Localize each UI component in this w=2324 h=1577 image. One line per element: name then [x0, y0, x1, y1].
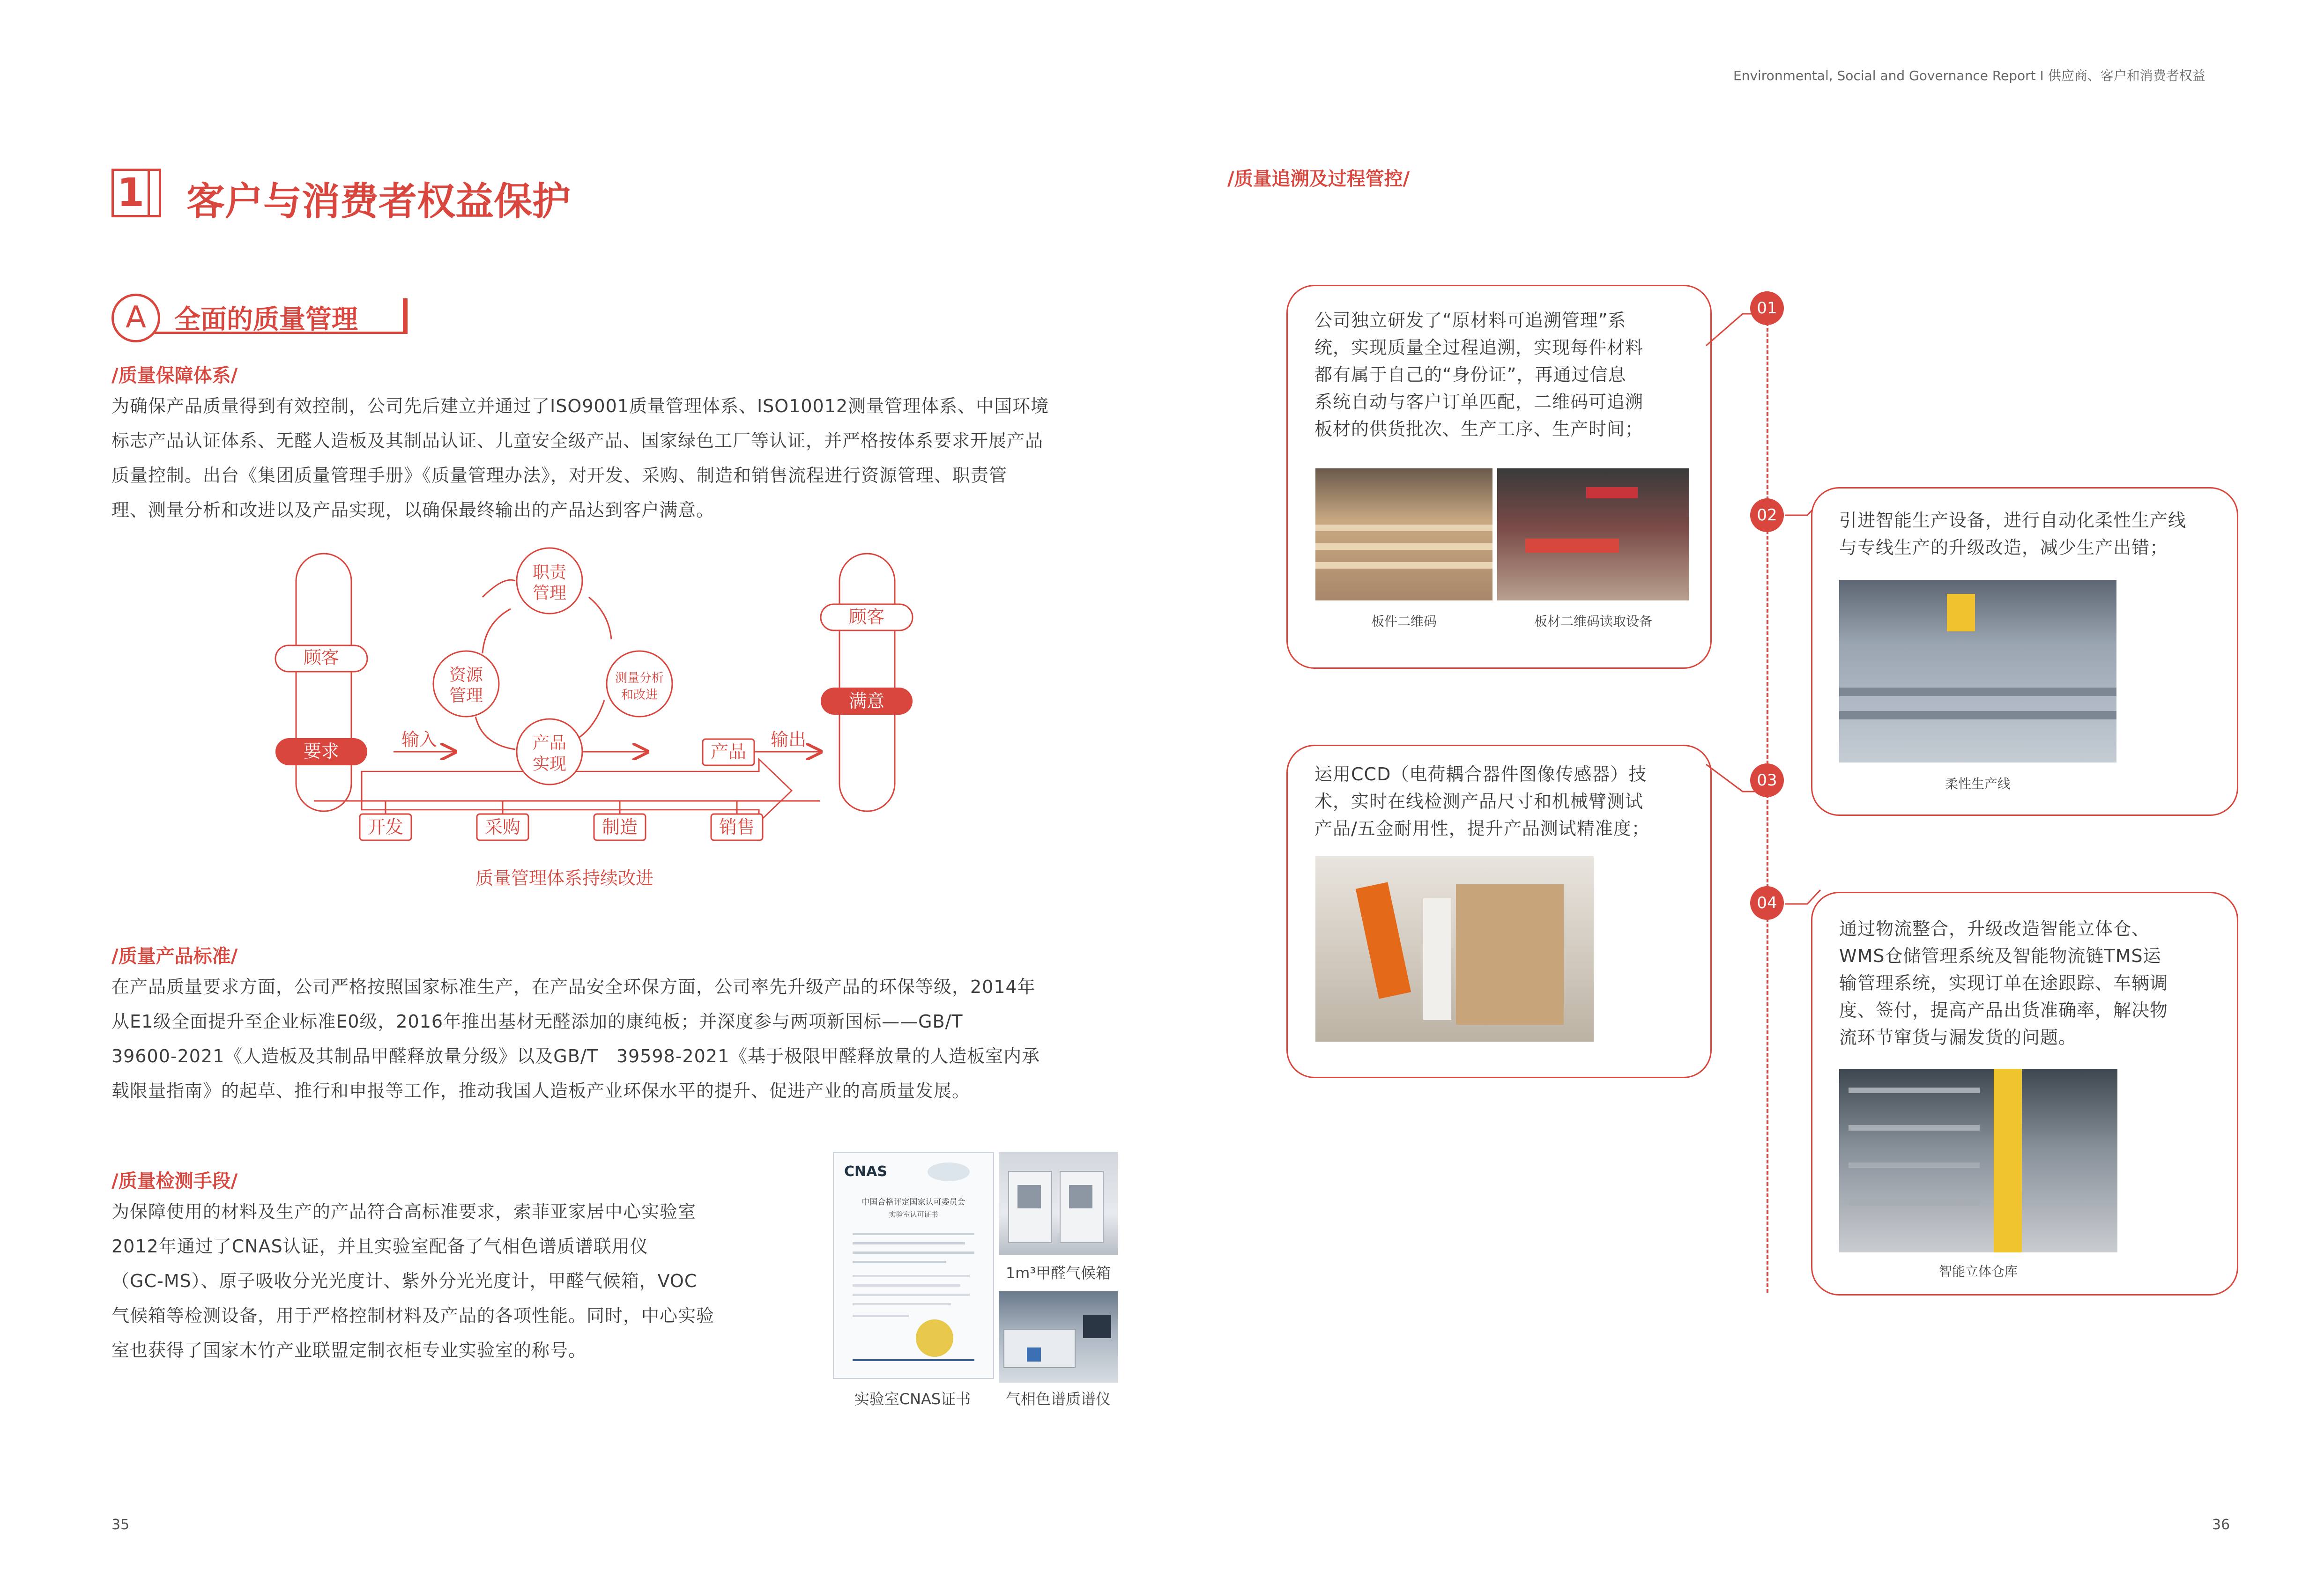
subsection-bracket: [403, 298, 408, 334]
qr-reader-image: [1497, 468, 1689, 600]
resource-line-1: 资源: [449, 666, 483, 685]
trace-text-02: [1839, 507, 2233, 561]
climate-chamber-image: [999, 1152, 1118, 1255]
chamber-window-icon: [1069, 1185, 1092, 1208]
text-line: 系统自动与客户订单匹配，二维码可追溯: [1314, 392, 1644, 412]
rack-shelf-icon: [1849, 1088, 1980, 1093]
product-realization-line-1: 产品: [532, 733, 567, 753]
text-line: 度、签付，提高产品出货准确率，解决物: [1839, 1000, 2168, 1021]
reader-light-icon: [1525, 539, 1619, 553]
certificate-text-line: [853, 1303, 951, 1305]
text-line: 在产品质量要求方面，公司严格按照国家标准生产，在产品安全环保方面，公司率先升级产品的环保等级，2014年: [111, 977, 1036, 997]
text-line: 术，实时在线检测产品尺寸和机械臂测试: [1314, 791, 1644, 812]
trace-text-01: [1314, 307, 1699, 443]
caption-flexible-line: 柔性生产线: [1945, 776, 2011, 792]
testing-paragraph: [111, 1194, 795, 1368]
text-line: 室也获得了国家木竹产业联盟定制衣柜专业实验室的称号。: [111, 1340, 587, 1361]
certificate-text-line: [853, 1261, 946, 1263]
board-panel-icon: [1423, 898, 1451, 1020]
text-line: 通过物流整合，升级改造智能立体仓、: [1839, 918, 2150, 939]
caption-board-qr: 板件二维码: [1371, 614, 1437, 629]
section-number: 1: [111, 169, 150, 217]
chamber-window-icon: [1017, 1185, 1041, 1208]
text-line: 理、测量分析和改进以及产品实现，以确保最终输出的产品达到客户满意。: [111, 500, 715, 520]
zone-sign-icon: [1947, 594, 1975, 631]
text-line: 从E1级全面提升至企业标准E0级，2016年推出基材无醛添加的康纯板；并深度参与两项新国标——GB/T: [111, 1011, 963, 1032]
product-label: 产品: [710, 741, 747, 762]
subsection-letter: A: [111, 294, 160, 342]
text-line: 输管理系统，实现订单在途跟踪、车辆调: [1839, 973, 2168, 993]
running-header: Environmental, Social and Governance Report Ⅰ 供应商、客户和消费者权益: [1733, 68, 2205, 83]
text-line: 39600-2021《人造板及其制品甲醛释放量分级》以及GB/T 39598-2021《基于极限甲醛释放量的人造板室内承: [111, 1046, 1040, 1066]
rack-shelf-icon: [1849, 1125, 1980, 1131]
cnas-certificate-image: [833, 1152, 994, 1379]
timeline-badge-01: 01: [1750, 291, 1784, 325]
gcms-image: [999, 1291, 1118, 1383]
conveyor-icon: [1839, 688, 2116, 696]
measure-line-1: 测量分析: [615, 671, 664, 685]
caption-gcms: 气相色谱质谱仪: [1005, 1390, 1111, 1408]
caption-qr-reader: 板材二维码读取设备: [1534, 614, 1652, 629]
text-line: 气候箱等检测设备，用于严格控制材料及产品的各项性能。同时，中心实验: [111, 1305, 715, 1326]
measure-line-2: 和改进: [621, 688, 658, 702]
text-line: 流环节窜货与漏发货的问题。: [1839, 1027, 2077, 1048]
right-customer-label: 顾客: [848, 607, 885, 627]
output-label: 输出: [770, 729, 807, 750]
page-number-right: 36: [2212, 1517, 2230, 1533]
rack-shelf-icon: [1849, 1200, 1980, 1206]
product-standard-paragraph: [111, 970, 1128, 1108]
left-customer-label: 顾客: [303, 647, 340, 668]
text-line: 标志产品认证体系、无醛人造板及其制品认证、儿童安全级产品、国家绿色工厂等认证，并严格按体系要求开展产品: [111, 430, 1044, 451]
section-number-frame: [150, 169, 161, 217]
satisfied-label: 满意: [848, 691, 885, 711]
rack-shelf-icon: [1849, 1162, 1980, 1168]
text-line: 为确保产品质量得到有效控制，公司先后建立并通过了ISO9001质量管理体系、ISO10012测量管理体系、中国环境: [111, 396, 1049, 416]
text-line: 板材的供货批次、生产工序、生产时间；: [1314, 419, 1644, 439]
quality-management-diagram: [262, 543, 918, 918]
text-line: 质量控制。出台《集团质量管理手册》《质量管理办法》，对开发、采购、制造和销售流程进行资源管理、职责管: [111, 465, 1008, 486]
robot-arm-image: [1315, 856, 1594, 1042]
text-line: 与专线生产的升级改造，减少生产出错；: [1839, 537, 2168, 558]
input-label: 输入: [401, 729, 438, 750]
stage-purchase: 采购: [484, 817, 521, 837]
text-line: 运用CCD（电荷耦合器件图像传感器）技: [1314, 764, 1647, 785]
quality-system-paragraph: [111, 389, 1128, 527]
text-line: 2012年通过了CNAS认证，并且实验室配备了气相色谱质谱联用仪: [111, 1236, 648, 1257]
text-line: WMS仓储管理系统及智能物流链TMS运: [1839, 946, 2161, 966]
board-stack-icon: [1315, 525, 1492, 531]
stage-develop: 开发: [367, 817, 404, 837]
monitor-icon: [1083, 1315, 1111, 1338]
page-number-left: 35: [111, 1517, 130, 1533]
timeline-badge-03: 03: [1750, 763, 1784, 797]
text-line: 统，实现质量全过程追溯，实现每件材料: [1314, 337, 1644, 358]
traceability-heading: /质量追溯及过程管控/: [1227, 168, 1410, 190]
certificate-text-line: [853, 1251, 974, 1254]
requirement-label: 要求: [303, 741, 340, 762]
certificate-subtitle: 实验室认可证书: [889, 1210, 938, 1219]
trace-text-03: [1314, 761, 1699, 842]
connector-01: [1705, 304, 1757, 347]
caption-cnas: 实验室CNAS证书: [854, 1390, 971, 1408]
duty-line-1: 职责: [532, 563, 567, 582]
flexible-line-image: [1839, 580, 2116, 763]
text-line: 载限量指南》的起草、推行和申报等工作，推动我国人造板产业环保水平的提升、促进产业的高质量发展。: [111, 1081, 971, 1101]
certificate-seal-icon: [928, 1162, 970, 1181]
text-line: 为保障使用的材料及生产的产品符合高标准要求，索菲亚家居中心实验室: [111, 1201, 697, 1222]
certificate-title: 中国合格评定国家认可委员会: [861, 1198, 965, 1207]
certificate-text-line: [853, 1233, 974, 1235]
subsection-title: 全面的质量管理: [174, 304, 358, 335]
text-line: 产品/五金耐用性，提升产品测试精准度；: [1314, 818, 1650, 839]
connector-03: [1705, 763, 1757, 806]
testing-heading: /质量检测手段/: [111, 1170, 238, 1192]
caption-chamber: 1m³甲醛气候箱: [1005, 1264, 1111, 1282]
text-line: 引进智能生产设备，进行自动化柔性生产线: [1839, 510, 2187, 531]
resource-line-2: 管理: [449, 686, 483, 705]
product-standard-heading: /质量产品标准/: [111, 946, 238, 967]
stage-manufacture: 制造: [601, 817, 638, 837]
timeline-badge-02: 02: [1750, 498, 1784, 532]
trace-text-04: [1839, 915, 2233, 1051]
text-line: 都有属于自己的“身份证”，再通过信息: [1314, 364, 1626, 385]
improvement-label: 质量管理体系持续改进: [475, 868, 654, 888]
reader-screen-icon: [1586, 487, 1638, 498]
box-stack-icon: [1456, 884, 1564, 1025]
certificate-text-line: [853, 1242, 965, 1244]
board-stack-icon: [1315, 562, 1492, 569]
certificate-gold-seal-icon: [916, 1319, 953, 1357]
timeline-badge-04: 04: [1750, 886, 1784, 920]
caption-smart-warehouse: 智能立体仓库: [1938, 1264, 2018, 1279]
stacker-crane-icon: [1994, 1069, 2022, 1252]
duty-line-2: 管理: [532, 584, 567, 603]
product-realization-line-2: 实现: [532, 755, 567, 774]
gcms-component-icon: [1027, 1347, 1041, 1362]
cnas-logo: CNAS: [844, 1163, 887, 1180]
text-line: 公司独立研发了“原材料可追溯管理”系: [1314, 310, 1626, 331]
text-line: （GC-MS）、原子吸收分光光度计、紫外分光光度计，甲醛气候箱，VOC: [111, 1271, 698, 1291]
section-title: 客户与消费者权益保护: [186, 179, 571, 224]
certificate-footer-line: [853, 1359, 974, 1361]
certificate-text-line: [853, 1275, 970, 1277]
smart-warehouse-image: [1839, 1069, 2117, 1252]
certificate-text-line: [853, 1294, 970, 1296]
stage-sales: 销售: [719, 817, 755, 837]
board-qr-image: [1315, 468, 1492, 600]
certificate-text-line: [853, 1284, 960, 1287]
certificate-text-line: [853, 1315, 909, 1317]
conveyor-icon: [1839, 711, 2116, 719]
quality-system-heading: /质量保障体系/: [111, 365, 238, 386]
board-stack-icon: [1315, 543, 1492, 550]
robot-arm-icon: [1356, 882, 1411, 999]
